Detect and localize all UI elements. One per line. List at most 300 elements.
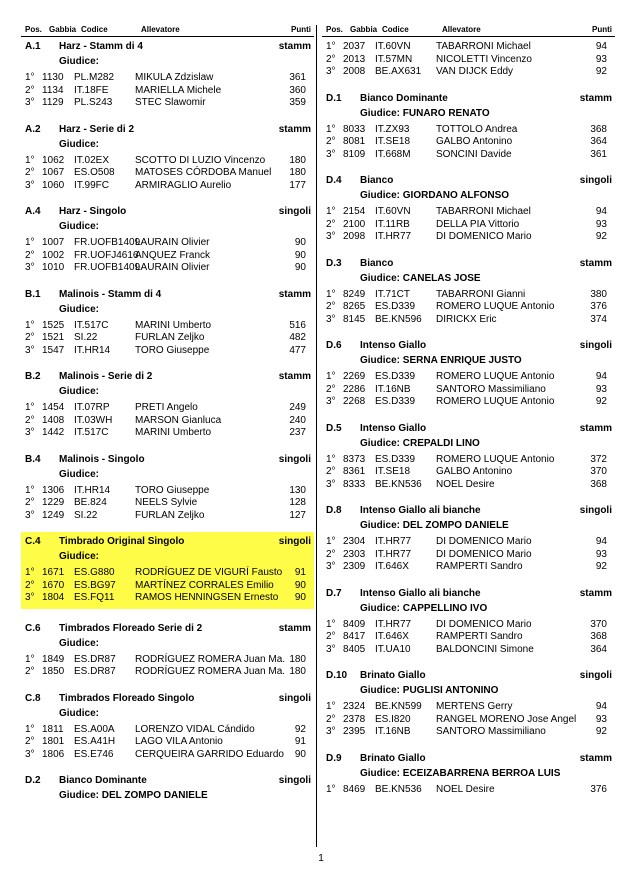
breeder-code: IT.SE18	[375, 466, 411, 477]
breeder-code: IT.668M	[375, 148, 411, 160]
judge-name: Giudice:	[59, 138, 100, 150]
cage-number: 1806	[42, 748, 65, 760]
breeder-code: IT.HR77	[375, 231, 412, 242]
table-row	[21, 654, 314, 667]
category-name: Malinois - Serie di 2	[59, 371, 153, 382]
rank: 3°	[25, 344, 35, 356]
category-type: stamm	[278, 123, 311, 135]
judge-name: Giudice:	[59, 56, 100, 67]
breeder-name: STEC Slawomir	[135, 97, 206, 108]
right-column	[322, 25, 615, 806]
rank: 3°	[326, 313, 336, 325]
category-type: singoli	[579, 670, 612, 681]
column-header	[322, 25, 615, 37]
breeder-name: ROMERO LUQUE Antonio	[436, 453, 555, 465]
points: 130	[289, 484, 306, 496]
header-pos: Pos.	[25, 25, 42, 34]
breeder-name: SANTORO Massimiliano	[436, 383, 546, 395]
breeder-name: SCOTTO DI LUZIO Vincenzo	[135, 154, 266, 166]
cage-number: 1229	[42, 497, 65, 508]
table-row	[21, 320, 314, 333]
breeder-name: RAMPERTI Sandro	[436, 631, 523, 642]
category-type: stamm	[278, 371, 311, 382]
column-header	[21, 25, 314, 37]
judge-line	[21, 385, 314, 402]
column-divider	[316, 25, 317, 847]
table-row	[21, 332, 314, 345]
section-gap	[322, 739, 615, 749]
category-name: Bianco	[360, 257, 394, 269]
category-section	[322, 666, 615, 739]
table-row	[21, 155, 314, 168]
table-row	[322, 396, 615, 409]
points: 90	[294, 748, 306, 760]
judge-name: Giudice: CAPPELLINO IVO	[360, 602, 488, 614]
judge-name: Giudice:	[59, 468, 100, 480]
points: 94	[595, 371, 607, 382]
breeder-code: IT.11RB	[375, 218, 410, 230]
judge-line	[322, 189, 615, 206]
table-row	[21, 510, 314, 523]
breeder-code: ES.D339	[375, 301, 416, 312]
points: 93	[595, 383, 607, 395]
table-row	[322, 219, 615, 232]
cage-number: 1010	[42, 262, 65, 273]
left-column	[21, 25, 314, 816]
points: 92	[294, 723, 306, 735]
category-name: Harz - Singolo	[59, 206, 127, 217]
category-heading	[21, 367, 314, 385]
category-name: Intenso Giallo ali bianche	[360, 587, 481, 599]
cage-number: 2268	[343, 396, 366, 407]
category-name: Harz - Serie di 2	[59, 123, 135, 135]
category-name: Timbrado Original Singolo	[59, 536, 185, 547]
breeder-code: ES.O508	[74, 167, 115, 178]
category-section	[322, 419, 615, 492]
table-row	[21, 666, 314, 679]
rank: 1°	[25, 723, 35, 735]
breeder-code: IT.07RP	[74, 402, 110, 413]
cage-number: 8373	[343, 453, 366, 465]
section-gap	[21, 806, 314, 816]
points: 90	[294, 249, 306, 261]
cage-number: 1454	[42, 402, 65, 413]
judge-line	[21, 550, 314, 567]
judge-name: Giudice: CANELAS JOSE	[360, 272, 481, 284]
judge-line	[21, 55, 314, 72]
table-row	[322, 536, 615, 549]
cage-number: 2286	[343, 383, 366, 395]
category-name: Timbrados Floreado Singolo	[59, 692, 195, 704]
breeder-name: MARINI Umberto	[135, 427, 212, 438]
points: 93	[595, 713, 607, 725]
points: 180	[289, 653, 306, 665]
judge-name: Giudice: PUGLISI ANTONINO	[360, 685, 499, 696]
category-section	[21, 532, 314, 609]
points: 91	[294, 736, 306, 747]
category-heading	[322, 419, 615, 437]
category-section	[21, 120, 314, 193]
table-row	[21, 567, 314, 580]
category-heading	[21, 120, 314, 138]
judge-name: Giudice: FUNARO RENATO	[360, 107, 490, 119]
table-row	[322, 384, 615, 397]
breeder-name: TABARRONI Michael	[436, 206, 531, 217]
breeder-code: ES.E746	[74, 748, 114, 760]
breeder-name: FURLAN Zeljko	[135, 332, 205, 343]
category-code: D.5	[326, 422, 342, 434]
rank: 2°	[25, 736, 35, 747]
category-type: singoli	[579, 340, 612, 351]
rank: 3°	[326, 478, 336, 490]
rank: 3°	[326, 643, 336, 655]
cage-number: 2269	[343, 371, 366, 382]
section-gap	[21, 761, 314, 771]
judge-line	[322, 602, 615, 619]
points: 90	[294, 262, 306, 273]
table-row	[322, 289, 615, 302]
cage-number: 8333	[343, 478, 366, 490]
points: 364	[590, 643, 607, 655]
cage-number: 1525	[42, 319, 65, 331]
rank: 1°	[326, 701, 336, 712]
rank: 2°	[25, 497, 35, 508]
left-sections	[21, 37, 314, 816]
breeder-code: FR.UOFB1409	[74, 262, 141, 273]
cage-number: 2100	[343, 218, 366, 230]
table-row	[322, 54, 615, 67]
rank: 1°	[25, 319, 35, 331]
breeder-name: RAMPERTI Sandro	[436, 561, 523, 572]
breeder-code: ES.BG97	[74, 579, 116, 591]
table-row	[21, 85, 314, 98]
category-heading	[322, 336, 615, 354]
category-heading	[322, 666, 615, 684]
category-section	[21, 450, 314, 523]
category-section	[322, 89, 615, 162]
points: 93	[595, 548, 607, 560]
right-sections	[322, 37, 615, 806]
cage-number: 2395	[343, 726, 366, 737]
table-row	[21, 250, 314, 263]
rank: 3°	[25, 748, 35, 760]
points: 516	[289, 319, 306, 331]
judge-line	[21, 138, 314, 155]
judge-name: Giudice: DEL ZOMPO DANIELE	[59, 790, 208, 801]
judge-line	[322, 519, 615, 536]
points: 368	[590, 478, 607, 490]
table-row	[322, 714, 615, 727]
table-row	[322, 206, 615, 219]
rank: 1°	[326, 453, 336, 465]
category-name: Malinois - Stamm di 4	[59, 288, 162, 300]
cage-number: 2309	[343, 561, 366, 572]
points: 368	[590, 631, 607, 642]
rank: 3°	[326, 726, 336, 737]
breeder-code: IT.646X	[375, 631, 409, 642]
category-section	[21, 689, 314, 762]
points: 368	[590, 123, 607, 135]
section-gap	[21, 275, 314, 285]
breeder-name: RAMOS HENNINGSEN Ernesto	[135, 592, 279, 603]
breeder-code: IT.16NB	[375, 383, 411, 395]
cage-number: 2037	[343, 41, 366, 52]
breeder-name: MERTENS Gerry	[436, 701, 513, 712]
rank: 3°	[25, 179, 35, 191]
category-heading	[21, 619, 314, 637]
rank: 2°	[326, 301, 336, 312]
judge-name: Giudice:	[59, 707, 100, 719]
breeder-name: RODRÍGUEZ DE VIGURÍ Fausto	[135, 567, 283, 578]
cage-number: 2098	[343, 231, 366, 242]
rank: 2°	[25, 414, 35, 426]
breeder-code: ES.D339	[375, 371, 416, 382]
cage-number: 1007	[42, 237, 65, 248]
rank: 3°	[25, 427, 35, 438]
rank: 1°	[25, 402, 35, 413]
category-type: stamm	[579, 422, 612, 434]
rank: 2°	[326, 383, 336, 395]
cage-number: 1130	[42, 72, 64, 83]
category-type: singoli	[278, 775, 311, 786]
table-row	[322, 726, 615, 739]
category-type: stamm	[579, 257, 612, 269]
table-row	[21, 485, 314, 498]
points: 180	[289, 167, 306, 178]
rank: 2°	[25, 332, 35, 343]
rank: 2°	[25, 249, 35, 261]
category-type: stamm	[579, 587, 612, 599]
points: 237	[289, 427, 306, 438]
breeder-name: LAURAIN Olivier	[135, 262, 210, 273]
cage-number: 1408	[42, 414, 65, 426]
breeder-code: IT.HR77	[375, 618, 412, 630]
table-row	[322, 454, 615, 467]
category-code: D.4	[326, 175, 342, 186]
breeder-code: IT.16NB	[375, 726, 411, 737]
judge-line	[21, 303, 314, 320]
cage-number: 8361	[343, 466, 366, 477]
section-gap	[21, 679, 314, 689]
judge-line	[21, 220, 314, 237]
rank: 1°	[326, 536, 336, 547]
table-row	[322, 66, 615, 79]
cage-number: 2008	[343, 66, 366, 77]
cage-number: 8109	[343, 148, 366, 160]
cage-number: 8265	[343, 301, 366, 312]
category-heading	[322, 254, 615, 272]
category-name: Malinois - Singolo	[59, 453, 145, 465]
table-row	[21, 427, 314, 440]
breeder-name: DI DOMENICO Mario	[436, 536, 532, 547]
table-row	[21, 72, 314, 85]
breeder-code: BE.KN536	[375, 478, 422, 490]
category-heading	[21, 37, 314, 55]
table-row	[21, 580, 314, 593]
table-row	[322, 549, 615, 562]
header-punti: Punti	[291, 25, 311, 34]
table-row	[322, 149, 615, 162]
category-code: A.2	[25, 123, 41, 135]
rank: 2°	[326, 136, 336, 147]
judge-name: Giudice:	[59, 551, 100, 562]
category-name: Bianco	[360, 175, 394, 186]
breeder-code: IT.18FE	[74, 84, 109, 96]
category-name: Intenso Giallo ali bianche	[360, 505, 481, 516]
cage-number: 1306	[42, 484, 65, 496]
category-type: stamm	[278, 622, 311, 634]
cage-number: 1804	[42, 592, 65, 603]
category-type: stamm	[579, 752, 612, 764]
cage-number: 8409	[343, 618, 366, 630]
category-code: C.8	[25, 692, 41, 704]
rank: 1°	[326, 371, 336, 382]
cage-number: 8249	[343, 288, 366, 300]
header-codice: Codice	[382, 25, 409, 34]
rank: 1°	[326, 288, 336, 300]
judge-name: Giudice:	[59, 221, 100, 232]
section-gap	[322, 79, 615, 89]
breeder-name: LAURAIN Olivier	[135, 237, 210, 248]
category-heading	[322, 749, 615, 767]
cage-number: 1849	[42, 653, 65, 665]
judge-line	[322, 354, 615, 371]
breeder-code: FR.UOFJ4616	[74, 249, 139, 261]
section-gap	[322, 491, 615, 501]
category-type: stamm	[579, 92, 612, 104]
table-row	[21, 497, 314, 510]
breeder-name: MARIELLA Michele	[135, 84, 222, 96]
category-code: D.10	[326, 670, 348, 681]
points: 90	[294, 579, 306, 591]
section-gap	[322, 409, 615, 419]
table-row	[322, 466, 615, 479]
points: 177	[289, 179, 306, 191]
cage-number: 8081	[343, 136, 366, 147]
judge-name: Giudice: ECEIZABARRENA BERROA LUIS	[360, 767, 561, 779]
breeder-name: PRETI Angelo	[135, 402, 198, 413]
points: 92	[595, 561, 607, 572]
breeder-code: IT.646X	[375, 561, 409, 572]
points: 477	[289, 344, 306, 356]
cage-number: 1062	[42, 154, 65, 166]
points: 92	[595, 396, 607, 407]
category-section	[322, 749, 615, 797]
judge-line	[322, 107, 615, 124]
judge-line	[322, 767, 615, 784]
cage-number: 1129	[42, 97, 64, 108]
category-type: singoli	[278, 206, 311, 217]
breeder-code: ES.D339	[375, 396, 416, 407]
table-row	[322, 314, 615, 327]
breeder-code: IT.517C	[74, 319, 109, 331]
header-allevatore: Allevatore	[141, 25, 180, 34]
breeder-name: NICOLETTI Vincenzo	[436, 53, 532, 65]
breeder-code: ES.A00A	[74, 723, 115, 735]
table-row	[322, 371, 615, 384]
table-row	[322, 619, 615, 632]
breeder-name: DELLA PIA Vittorio	[436, 218, 520, 230]
category-name: Intenso Giallo	[360, 422, 427, 434]
points: 127	[289, 509, 306, 521]
rank: 3°	[25, 509, 35, 521]
cage-number: 2304	[343, 536, 366, 547]
rank: 2°	[25, 167, 35, 178]
rank: 1°	[326, 41, 336, 52]
points: 180	[289, 154, 306, 166]
category-section	[21, 37, 314, 110]
points: 372	[590, 453, 607, 465]
judge-line	[322, 437, 615, 454]
rank: 3°	[326, 148, 336, 160]
category-section	[322, 171, 615, 244]
judge-line	[21, 707, 314, 724]
category-code: A.4	[25, 206, 41, 217]
section-gap	[322, 244, 615, 254]
cage-number: 1670	[42, 579, 65, 591]
points: 374	[590, 313, 607, 325]
table-row	[322, 561, 615, 574]
breeder-name: BALDONCINI Simone	[436, 643, 534, 655]
category-name: Intenso Giallo	[360, 340, 427, 351]
breeder-name: SONCINI Davide	[436, 148, 512, 160]
category-code: D.8	[326, 505, 342, 516]
breeder-code: BE.KN596	[375, 313, 422, 325]
breeder-code: IT.SE18	[375, 136, 411, 147]
category-section	[322, 37, 615, 79]
cage-number: 1134	[42, 84, 64, 96]
breeder-name: ROMERO LUQUE Antonio	[436, 301, 555, 312]
cage-number: 2324	[343, 701, 366, 712]
category-heading	[21, 202, 314, 220]
category-code: D.9	[326, 752, 342, 764]
table-row	[322, 479, 615, 492]
breeder-name: RODRÍGUEZ ROMERA Juan Ma.	[135, 666, 286, 677]
table-row	[21, 180, 314, 193]
cage-number: 1521	[42, 332, 65, 343]
points: 360	[289, 84, 306, 96]
category-section	[21, 771, 314, 806]
points: 370	[590, 466, 607, 477]
points: 92	[595, 66, 607, 77]
breeder-name: DI DOMENICO Mario	[436, 548, 532, 560]
points: 94	[595, 536, 607, 547]
cage-number: 2378	[343, 713, 366, 725]
category-section	[322, 501, 615, 574]
points: 370	[590, 618, 607, 630]
table-row	[322, 644, 615, 657]
table-row	[322, 631, 615, 644]
section-gap	[322, 574, 615, 584]
table-row	[21, 724, 314, 737]
rank: 1°	[25, 653, 35, 665]
category-type: stamm	[278, 41, 311, 52]
cage-number: 1060	[42, 179, 65, 191]
category-section	[322, 254, 615, 327]
table-row	[322, 231, 615, 244]
category-name: Bianco Dominante	[360, 92, 448, 104]
breeder-name: CERQUEIRA GARRIDO Eduardo	[135, 748, 284, 760]
category-heading	[322, 584, 615, 602]
rank: 3°	[326, 396, 336, 407]
category-section	[21, 619, 314, 679]
breeder-name: RANGEL MORENO Jose Angel	[436, 713, 577, 725]
rank: 3°	[25, 97, 35, 108]
breeder-name: MARTÍNEZ CORRALES Emilio	[135, 579, 274, 591]
cage-number: 1850	[42, 666, 65, 677]
breeder-code: ES.DR87	[74, 666, 116, 677]
category-name: Harz - Stamm di 4	[59, 41, 143, 52]
